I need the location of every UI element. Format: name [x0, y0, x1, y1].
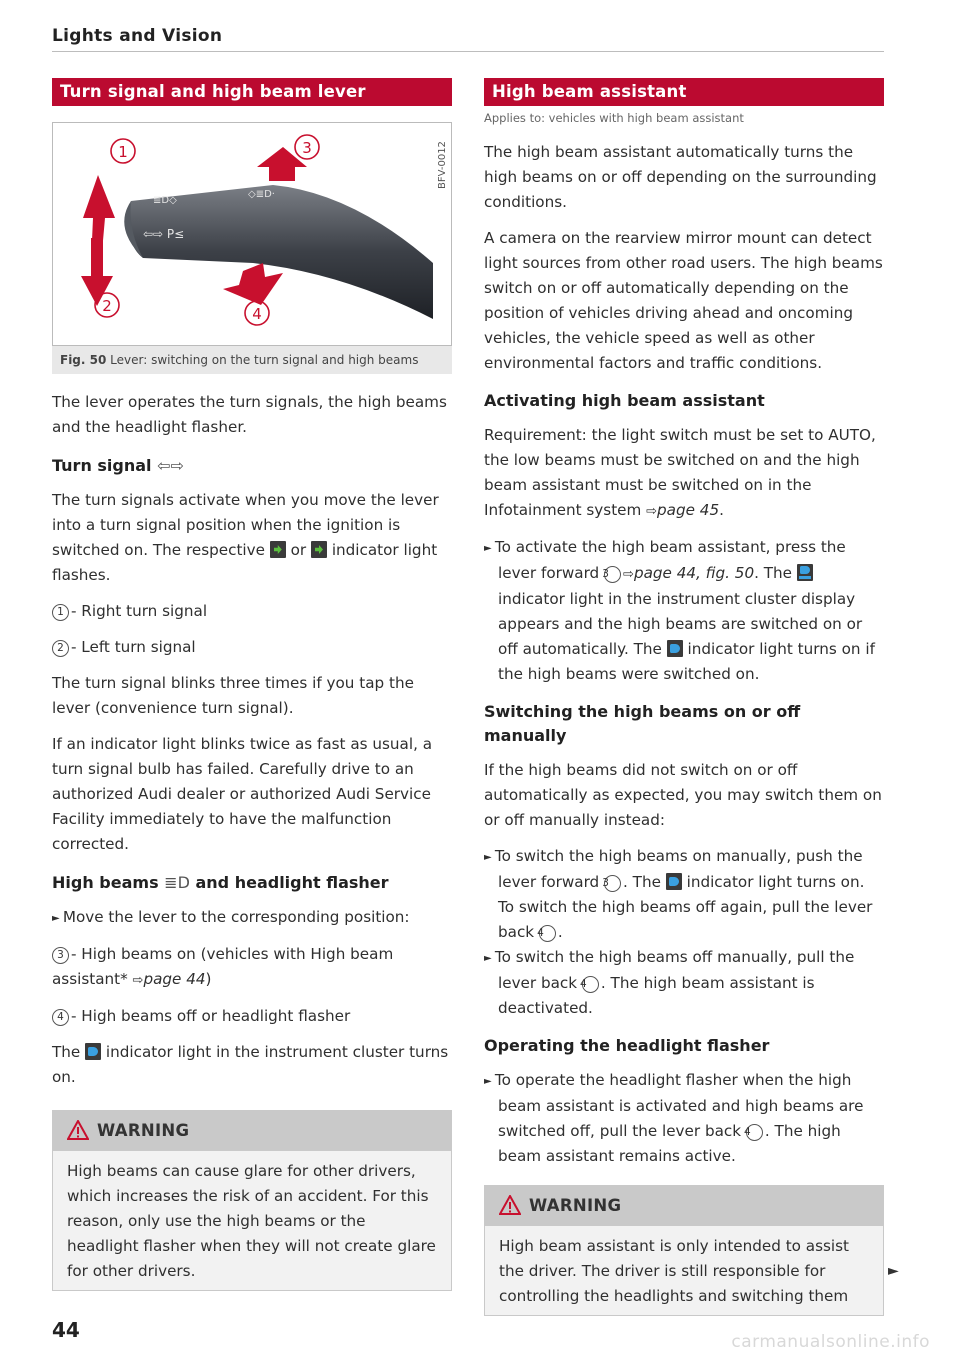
callout-1: 1 [118, 143, 128, 161]
lever-illustration [53, 123, 451, 345]
page-link[interactable]: page 44, fig. 50 [633, 564, 755, 582]
manual-heading: Switching the high beams on or off manually [484, 702, 801, 745]
warning-body [485, 1226, 883, 1315]
flasher-text-a: To operate the headlight flasher when the high beam assistant is activated and high beams are switched off, pull the lever back [494, 1071, 864, 1140]
page-number: 44 [52, 1318, 80, 1342]
camera-paragraph: A camera on the rearview mirror mount can detect light sources from other road users. The high beams switch on or off automatically depending on the position of vehicles driving ahead and oncoming vehicles, the vehicle speed as well as other environmental factors and traffic conditions. [484, 229, 883, 372]
arrow-back-icon [223, 263, 283, 305]
warning-triangle-icon [67, 1120, 89, 1140]
warning-triangle-icon [499, 1195, 521, 1215]
header-divider [52, 51, 884, 52]
page-ref-arrow-icon: ⇨ [623, 567, 634, 582]
applies-to: Applies to: vehicles with high beam assistant [484, 111, 744, 125]
lever-symbol-turn: ⇦⇨ P≤ [143, 227, 185, 241]
section-title-turn-signal: Turn signal and high beam lever [52, 78, 452, 106]
turn-indicator-left-icon [270, 541, 286, 558]
high-beam-indicator-icon [667, 640, 683, 657]
warning-header [485, 1186, 883, 1226]
number-circle: 4 [746, 1124, 763, 1141]
callout-2: 2 [102, 297, 112, 315]
warning-box-left [52, 1110, 452, 1291]
list-item-left-turn [52, 635, 452, 660]
warning-body [53, 1151, 451, 1290]
section-title-high-beam-assistant: High beam assistant [484, 78, 884, 106]
arrow-down-icon [81, 238, 113, 306]
manual-on-text-a: To switch the high beams on manually, push the lever forward [494, 847, 863, 891]
high-beams-heading-a: High beams [52, 873, 159, 892]
page-ref-arrow-icon: ⇨ [132, 973, 144, 988]
flasher-text-b: . The high beam assistant remains active. [498, 1122, 841, 1165]
figure-caption [52, 346, 452, 374]
number-circle: 3 [52, 947, 69, 964]
indicator-para-b: indicator light in the instrument cluster turns on. [52, 1043, 449, 1086]
lever-symbol-low: ≣D◇ [153, 195, 177, 206]
high-beam-indicator-icon [85, 1043, 101, 1060]
flasher-bullet [484, 1068, 884, 1169]
list-item-text: - High beams off or headlight flasher [71, 1007, 351, 1025]
turn-signal-or: or [290, 541, 307, 559]
activate-text-d: indicator light turns on if the high beams were switched on. [498, 640, 875, 683]
manual-on-bullet [484, 844, 884, 945]
list-item-high-beams-on [52, 942, 452, 993]
high-beam-auto-indicator-icon [797, 564, 813, 581]
activate-bullet [484, 535, 884, 687]
warning-box-right [484, 1185, 884, 1316]
high-beams-bullet: ► Move the lever to the corresponding position: [52, 905, 452, 931]
number-circle: 4 [539, 925, 556, 942]
manual-on-text-d: . [557, 923, 563, 941]
watermark: carmanualsonline.info [731, 1332, 930, 1352]
high-beams-heading-b: and headlight flasher [195, 873, 389, 892]
number-circle: 1 [52, 604, 69, 621]
flasher-heading: Operating the headlight flasher [484, 1036, 770, 1055]
intro-paragraph: The lever operates the turn signals, the high beams and the headlight flasher. [52, 393, 447, 436]
turn-signal-heading-text: Turn signal [52, 456, 152, 475]
page-link[interactable]: page 44 [143, 970, 206, 988]
requirement-paragraph [484, 423, 884, 524]
activating-heading: Activating high beam assistant [484, 391, 765, 410]
warning-header [53, 1111, 451, 1151]
high-beam-indicator-icon [666, 873, 682, 890]
list-item-text: - High beams on (vehicles with High beam assistant* [52, 945, 394, 988]
number-circle: 4 [52, 1009, 69, 1026]
manual-off-bullet [484, 945, 884, 1021]
requirement-text: Requirement: the light switch must be set to AUTO, the low beams must be switched on and the high beam assistant must be switched on in the Infotainment system [484, 426, 876, 519]
left-column [52, 78, 452, 1291]
page-link[interactable]: page 45 [657, 501, 720, 519]
list-item-text: - Right turn signal [71, 602, 208, 620]
turn-signal-heading [52, 454, 452, 478]
manual-paragraph: If the high beams did not switch on or off automatically as expected, you may switch them on or off manually instead: [484, 761, 882, 829]
number-circle: 3 [604, 566, 621, 583]
warning-text: High beams can cause glare for other drivers, which increases the risk of an accident. For this reason, only use the high beams or the headlight flasher when they will not create glare for other drivers. [67, 1162, 436, 1280]
turn-signal-arrows-icon: ⇦⇨ [157, 456, 184, 475]
list-item-text: - Left turn signal [71, 638, 196, 656]
manual-on-text-b: . The [623, 873, 661, 891]
page-header: Lights and Vision [52, 26, 223, 46]
list-item-right-turn [52, 599, 452, 624]
manual-off-text-a: To switch the high beams off manually, pull the lever back [494, 948, 855, 992]
high-beam-symbol-icon: ≣D [164, 873, 190, 892]
warning-title: WARNING [529, 1196, 622, 1215]
warning-text: High beam assistant is only intended to assist the driver. The driver is still responsible for controlling the headlights and switching them [499, 1237, 850, 1305]
figure-lever [52, 122, 452, 346]
number-circle: 2 [52, 640, 69, 657]
warning-title: WARNING [97, 1121, 190, 1140]
manual-on-text-c: indicator light turns on. To switch the high beams off again, pull the lever back [498, 873, 873, 941]
continue-arrow-icon: ► [888, 1263, 899, 1279]
right-column [484, 78, 884, 1316]
figure-caption-text: Lever: switching on the turn signal and high beams [110, 353, 419, 367]
number-circle: 4 [582, 976, 599, 993]
turn-signal-para-a: The turn signals activate when you move the lever into a turn signal position when the ignition is switched on. The respective [52, 491, 439, 559]
bulb-failure-paragraph: If an indicator light blinks twice as fast as usual, a turn signal bulb has failed. Carefully drive to an authorized Audi dealer or authorized Audi Service Facility immediately to have the malfunction corrected. [52, 735, 433, 853]
convenience-paragraph: The turn signal blinks three times if you tap the lever (convenience turn signal). [52, 674, 414, 717]
activate-text-c: indicator light in the instrument cluster display appears and the high beams are switched on or off automatically. The [498, 590, 863, 658]
requirement-end: . [719, 501, 724, 519]
high-beam-indicator-paragraph [52, 1040, 452, 1090]
turn-indicator-right-icon [311, 541, 327, 558]
callout-4: 4 [252, 305, 262, 323]
turn-signal-para-b: indicator light flashes. [52, 541, 438, 584]
callout-3: 3 [302, 139, 312, 157]
turn-signal-paragraph [52, 488, 452, 588]
list-item-text-end: ) [205, 970, 212, 988]
manual-off-text-b: . The high beam assistant is deactivated. [498, 974, 815, 1017]
number-circle: 3 [604, 875, 621, 892]
assistant-intro: The high beam assistant automatically turns the high beams on or off depending on the surrounding conditions. [484, 143, 877, 211]
lever-symbol-high: ◇≣D· [248, 189, 275, 200]
activate-text-a: To activate the high beam assistant, press the lever forward [494, 538, 846, 582]
figure-code: BFV-0012 [437, 141, 448, 189]
activate-text-b: . The [754, 564, 793, 582]
indicator-para-a: The [52, 1043, 81, 1061]
list-item-high-beams-off [52, 1004, 452, 1029]
arrow-forward-icon [257, 147, 307, 181]
page-ref-arrow-icon: ⇨ [646, 504, 658, 519]
figure-label: Fig. 50 [60, 353, 107, 367]
high-beams-heading [52, 871, 452, 895]
